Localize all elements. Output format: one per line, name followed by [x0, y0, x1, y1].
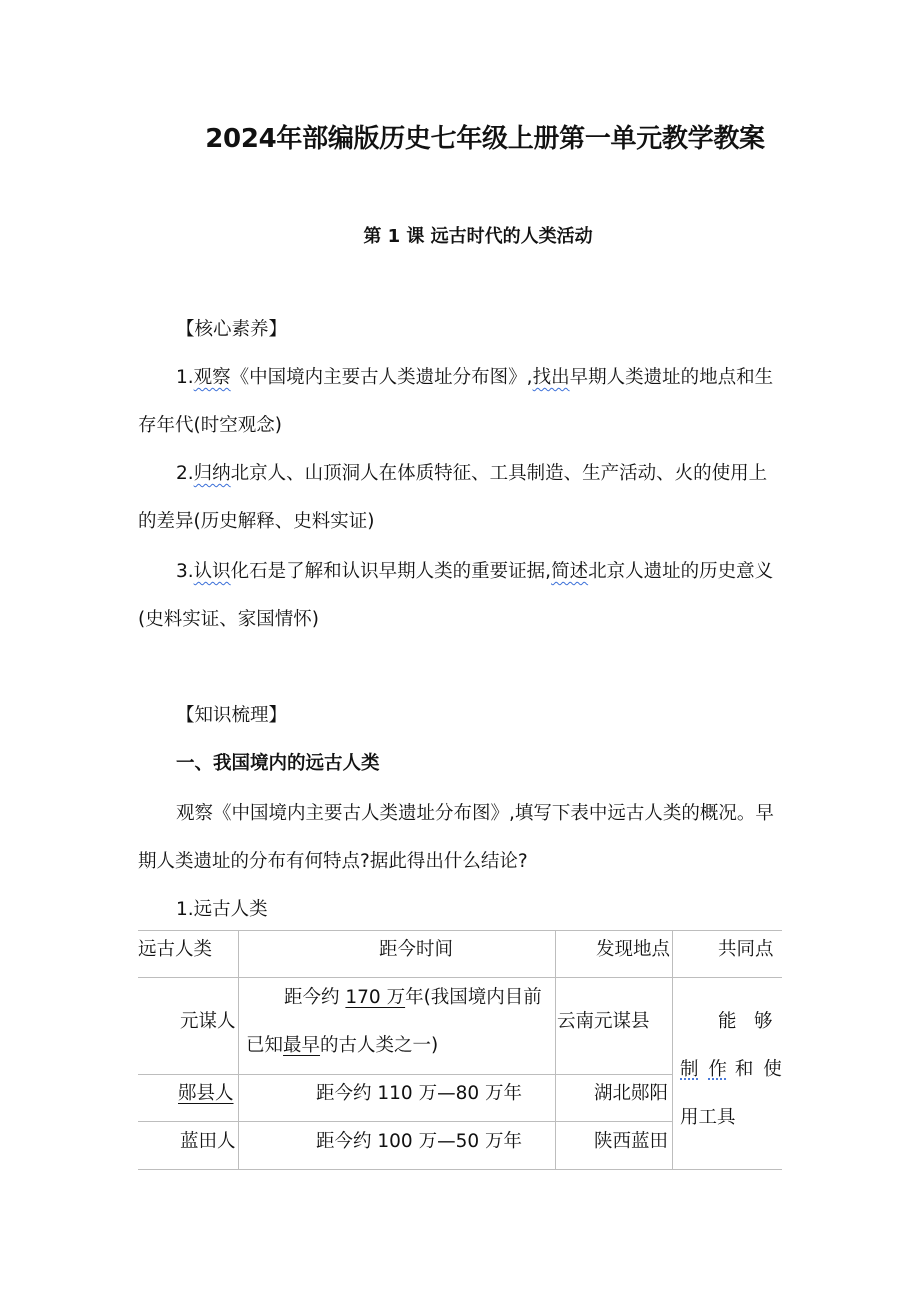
table-column-rule [555, 930, 556, 1170]
table-header-cell: 远古人类 [138, 939, 213, 960]
table-cell-name: 郧县人 [178, 1083, 234, 1104]
time-text: 的古人类之一) [320, 1035, 439, 1056]
table-cell-time [284, 984, 542, 1012]
core-literacy-heading: 【核心素养】 [176, 319, 288, 340]
document-title: 2024年部编版历史七年级上册第一单元教学教案 [205, 124, 765, 154]
common-text: 和 [734, 1059, 754, 1080]
paragraph-line-2: 期人类遗址的分布有何特点?据此得出什么结论? [138, 851, 528, 872]
table-column-rule [672, 930, 673, 1170]
table-cell-time: 距今约 110 万—80 万年 [316, 1083, 522, 1104]
item-text: 北京人遗址的历史意义 [588, 561, 774, 582]
key-verb: 找出 [532, 367, 570, 388]
item-text: 《中国境内主要古人类遗址分布图》, [230, 367, 533, 388]
table-cell-name: 蓝田人 [180, 1131, 236, 1152]
table-rule [138, 1121, 672, 1122]
item-text: 北京人、山顶洞人在体质特征、工具制造、生产活动、火的使用上 [230, 463, 768, 484]
table-cell-place: 云南元谋县 [557, 1011, 650, 1032]
table-rule [138, 1169, 782, 1170]
table-rule [138, 977, 782, 978]
core-item-1-line2: 存年代(时空观念) [138, 415, 282, 436]
item-text: 早期人类遗址的地点和生 [569, 367, 774, 388]
key-verb: 简述 [551, 561, 589, 582]
item-number: 2. [176, 463, 194, 484]
core-item-2 [176, 460, 767, 488]
table-header-cell: 共同点 [718, 939, 774, 960]
lesson-title: 第 1 课 远古时代的人类活动 [363, 226, 593, 247]
table-cell-place: 湖北郧阳 [594, 1083, 669, 1104]
time-highlight: 170 万 [345, 987, 406, 1008]
knowledge-heading: 【知识梳理】 [176, 705, 288, 726]
table-column-rule [238, 930, 239, 1170]
table-cell-name: 元谋人 [180, 1011, 236, 1032]
table-header-cell: 距今时间 [379, 939, 454, 960]
core-item-1 [176, 364, 773, 392]
subsection-ancient-humans: 1.远古人类 [176, 899, 268, 920]
common-text [680, 1056, 782, 1084]
time-text: 年(我国境内目前 [405, 987, 542, 1008]
table-cell-place: 陕西蓝田 [594, 1131, 669, 1152]
section-1-title: 一、我国境内的远古人类 [176, 753, 380, 774]
common-highlight: 作 [708, 1059, 727, 1080]
item-number: 1. [176, 367, 194, 388]
table-cell-time-line2 [246, 1032, 438, 1060]
time-highlight: 最早 [283, 1035, 321, 1056]
core-item-2-line2: 的差异(历史解释、史料实证) [138, 511, 375, 532]
core-item-3-line2: (史料实证、家国情怀) [138, 609, 319, 630]
key-verb: 观察 [193, 367, 231, 388]
time-text: 距今约 [284, 987, 346, 1008]
common-text: 用工具 [680, 1107, 736, 1128]
common-text: 能 [718, 1011, 737, 1032]
table-header-cell: 发现地点 [596, 939, 671, 960]
common-text: 够 [754, 1011, 773, 1032]
time-text: 已知 [246, 1035, 284, 1056]
common-text: 使 [763, 1059, 782, 1080]
common-highlight: 制 [680, 1059, 699, 1080]
paragraph-line-1: 观察《中国境内主要古人类遗址分布图》,填写下表中远古人类的概况。早 [176, 803, 774, 824]
table-cell-time: 距今约 100 万—50 万年 [316, 1131, 522, 1152]
table-rule [138, 1074, 672, 1075]
item-number: 3. [176, 561, 194, 582]
table-rule [138, 930, 782, 931]
core-item-3 [176, 558, 773, 586]
key-verb: 归纳 [193, 463, 231, 484]
key-verb: 认识 [193, 561, 231, 582]
item-text: 化石是了解和认识早期人类的重要证据, [230, 561, 552, 582]
